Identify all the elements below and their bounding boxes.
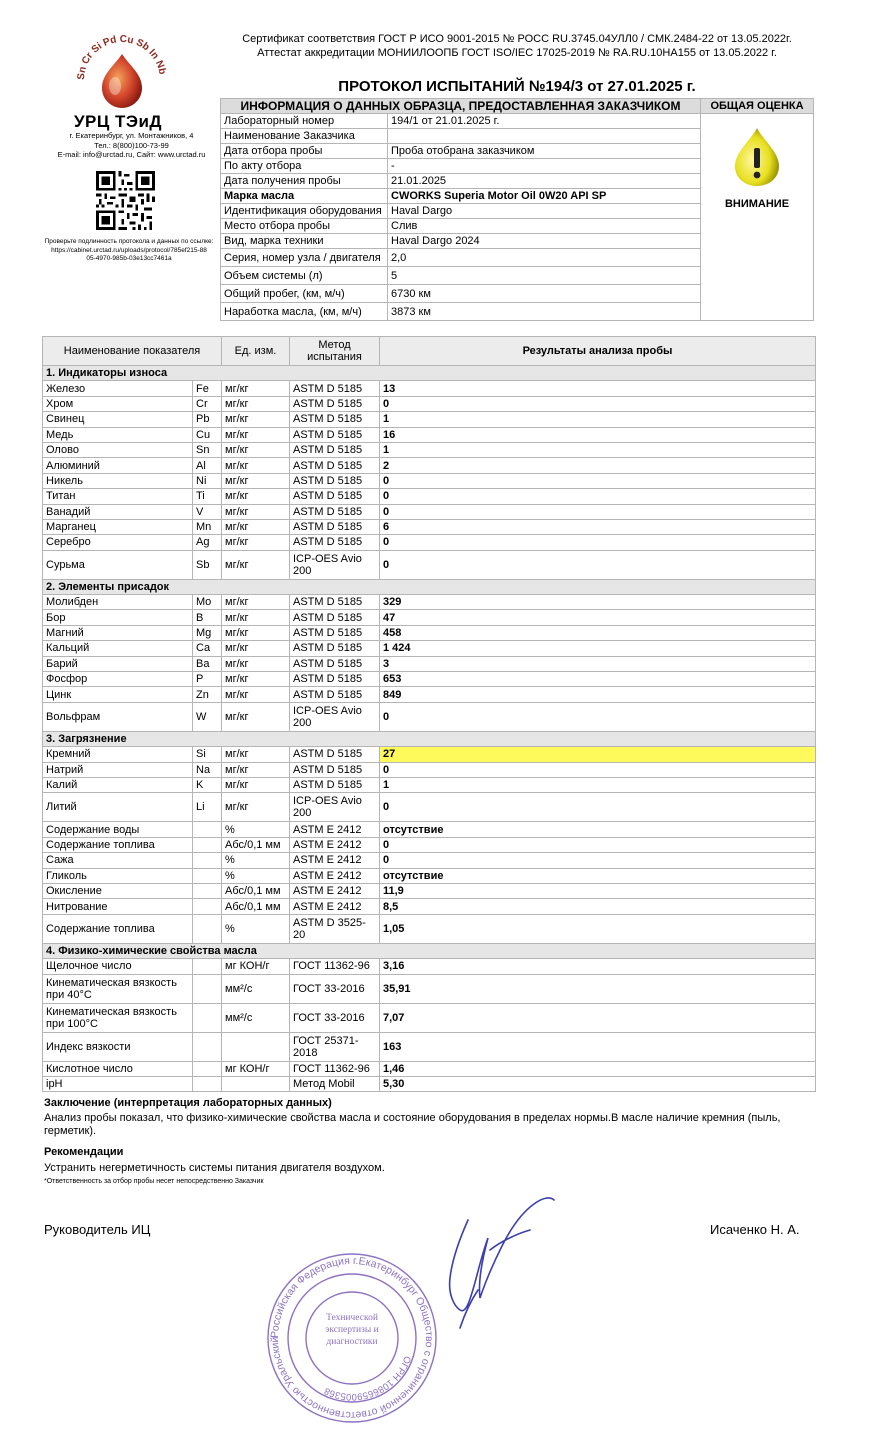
param-name: ipH: [43, 1076, 193, 1091]
param-method: ASTM D 5185: [290, 504, 380, 519]
param-method: ASTM D 5185: [290, 412, 380, 427]
param-name: Индекс вязкости: [43, 1032, 193, 1061]
section-row: [43, 731, 816, 746]
param-result: 653: [380, 672, 816, 687]
param-symbol: Sn: [193, 442, 222, 457]
result-row: [43, 473, 816, 488]
param-name: Цинк: [43, 687, 193, 702]
param-name: Медь: [43, 427, 193, 442]
param-symbol: Zn: [193, 687, 222, 702]
info-label: Объем системы (л): [221, 267, 388, 285]
param-symbol: [193, 914, 222, 943]
param-unit: мг/кг: [222, 535, 290, 550]
result-row: [43, 610, 816, 625]
param-result: 0: [380, 396, 816, 411]
param-name: Сажа: [43, 853, 193, 868]
param-unit: мг/кг: [222, 641, 290, 656]
info-label: Идентификация оборудования: [221, 204, 388, 219]
param-method: ICP-OES Avio 200: [290, 550, 380, 579]
param-method: ASTM D 5185: [290, 762, 380, 777]
conclusion-block: [44, 1097, 824, 1188]
param-unit: мг КОН/г: [222, 1061, 290, 1076]
param-symbol: [193, 1003, 222, 1032]
param-unit: мг/кг: [222, 427, 290, 442]
param-unit: мг/кг: [222, 777, 290, 792]
param-symbol: [193, 974, 222, 1003]
result-row: [43, 458, 816, 473]
param-method: ASTM E 2412: [290, 837, 380, 852]
param-name: Кинематическая вязкость при 40°C: [43, 974, 193, 1003]
param-result: 0: [380, 762, 816, 777]
param-result: 1: [380, 442, 816, 457]
param-symbol: [193, 868, 222, 883]
param-method: ASTM E 2412: [290, 853, 380, 868]
info-label: Марка масла: [221, 189, 388, 204]
param-result: отсутствие: [380, 868, 816, 883]
param-symbol: [193, 853, 222, 868]
param-unit: мг/кг: [222, 672, 290, 687]
footnote: *Ответственность за отбор пробы несет непосредственно Заказчик: [44, 1178, 264, 1185]
param-result: 16: [380, 427, 816, 442]
param-unit: Абс/0,1 мм: [222, 837, 290, 852]
param-result: 458: [380, 625, 816, 640]
param-symbol: W: [193, 702, 222, 731]
param-symbol: Ba: [193, 656, 222, 671]
stamp-ogrn: ОГРН 1086659005368: [322, 1354, 413, 1403]
logo-ring-text: Sn Cr Si Pd Cu Sb In Nb: [75, 33, 168, 81]
param-symbol: Cu: [193, 427, 222, 442]
param-unit: %: [222, 914, 290, 943]
param-method: ASTM D 5185: [290, 641, 380, 656]
verify-note: [40, 238, 218, 264]
param-method: ASTM E 2412: [290, 822, 380, 837]
result-row: [43, 656, 816, 671]
param-unit: мм²/с: [222, 1003, 290, 1032]
param-name: Ванадий: [43, 504, 193, 519]
param-result: 1,46: [380, 1061, 816, 1076]
param-unit: мг/кг: [222, 747, 290, 762]
param-unit: мг/кг: [222, 610, 290, 625]
param-method: ASTM D 5185: [290, 396, 380, 411]
result-row: [43, 412, 816, 427]
param-name: Титан: [43, 489, 193, 504]
conclusion-title: Заключение (интерпретация лабораторных данных): [44, 1097, 332, 1109]
param-unit: мг/кг: [222, 381, 290, 396]
result-row: [43, 550, 816, 579]
param-name: Вольфрам: [43, 702, 193, 731]
result-row: [43, 868, 816, 883]
param-unit: мм²/с: [222, 974, 290, 1003]
param-symbol: Cr: [193, 396, 222, 411]
result-row: [43, 595, 816, 610]
result-row: [43, 1061, 816, 1076]
param-method: ASTM D 5185: [290, 610, 380, 625]
col-name-header: Наименование показателя: [43, 337, 222, 366]
param-symbol: V: [193, 504, 222, 519]
signature-icon: [430, 1190, 580, 1330]
param-symbol: Al: [193, 458, 222, 473]
info-value: Haval Dargo 2024: [388, 234, 701, 249]
param-result: 13: [380, 381, 816, 396]
param-name: Кремний: [43, 747, 193, 762]
param-result: 7,07: [380, 1003, 816, 1032]
company-logo: [62, 28, 182, 119]
param-symbol: K: [193, 777, 222, 792]
result-row: [43, 1032, 816, 1061]
result-row: [43, 396, 816, 411]
param-name: Окисление: [43, 883, 193, 898]
info-value: 2,0: [388, 249, 701, 267]
section-title: 4. Физико-химические свойства масла: [43, 943, 816, 958]
param-result: 35,91: [380, 974, 816, 1003]
protocol-title: ПРОТОКОЛ ИСПЫТАНИЙ №194/3 от 27.01.2025 г.: [338, 78, 696, 95]
param-symbol: Na: [193, 762, 222, 777]
param-symbol: B: [193, 610, 222, 625]
param-method: ASTM D 5185: [290, 458, 380, 473]
param-method: ASTM E 2412: [290, 899, 380, 914]
param-name: Щелочное число: [43, 959, 193, 974]
section-row: [43, 579, 816, 594]
signer-role: Руководитель ИЦ: [44, 1222, 151, 1237]
recommendations-title: Рекомендации: [44, 1146, 124, 1158]
param-result: 0: [380, 535, 816, 550]
overall-status: ВНИМАНИЕ: [724, 198, 790, 210]
param-result: 2: [380, 458, 816, 473]
param-result: 1 424: [380, 641, 816, 656]
param-method: ASTM D 5185: [290, 625, 380, 640]
stamp-inner-text: Технической экспертизы и диагностики: [325, 1313, 379, 1347]
param-symbol: [193, 837, 222, 852]
result-row: [43, 974, 816, 1003]
param-result: 3: [380, 656, 816, 671]
param-result: 1: [380, 777, 816, 792]
param-result: 6: [380, 519, 816, 534]
param-result: 0: [380, 489, 816, 504]
info-value: Haval Dargo: [388, 204, 701, 219]
company-email-site: E-mail: info@urctad.ru, Сайт: www.urctad.ru: [57, 150, 206, 159]
param-symbol: [193, 1032, 222, 1061]
info-label: По акту отбора: [221, 159, 388, 174]
param-unit: Абс/0,1 мм: [222, 899, 290, 914]
param-symbol: Ca: [193, 641, 222, 656]
param-method: ASTM E 2412: [290, 883, 380, 898]
param-method: ICP-OES Avio 200: [290, 793, 380, 822]
param-result: 0: [380, 504, 816, 519]
param-unit: мг/кг: [222, 793, 290, 822]
param-method: ГОСТ 33-2016: [290, 1003, 380, 1032]
result-row: [43, 822, 816, 837]
param-result: 0: [380, 702, 816, 731]
param-method: ASTM D 5185: [290, 427, 380, 442]
result-row: [43, 837, 816, 852]
company-stamp: [262, 1250, 442, 1425]
results-header-row: [43, 337, 816, 366]
param-method: ASTM D 5185: [290, 473, 380, 488]
param-method: ASTM D 5185: [290, 595, 380, 610]
param-symbol: Ti: [193, 489, 222, 504]
param-symbol: Fe: [193, 381, 222, 396]
accreditation-line: Аттестат аккредитации МОНИИЛООПБ ГОСТ ISO/IEC 17025-2019 № RA.RU.10НА155 от 13.05.2022 г.: [257, 47, 777, 59]
param-name: Натрий: [43, 762, 193, 777]
info-label: Лабораторный номер: [221, 114, 388, 129]
result-row: [43, 625, 816, 640]
param-symbol: Ag: [193, 535, 222, 550]
verify-link-cont[interactable]: 05-4970-985b-03e13cc7461a: [86, 255, 172, 262]
param-unit: мг/кг: [222, 412, 290, 427]
param-symbol: Mg: [193, 625, 222, 640]
param-name: Литий: [43, 793, 193, 822]
results-table: [42, 336, 816, 1092]
info-value: CWORKS Superia Motor Oil 0W20 API SP: [388, 189, 701, 204]
param-name: Хром: [43, 396, 193, 411]
result-row: [43, 853, 816, 868]
result-row: [43, 519, 816, 534]
param-method: ASTM D 5185: [290, 672, 380, 687]
param-name: Железо: [43, 381, 193, 396]
param-unit: мг/кг: [222, 519, 290, 534]
param-method: ГОСТ 25371-2018: [290, 1032, 380, 1061]
param-unit: мг/кг: [222, 656, 290, 671]
param-symbol: Si: [193, 747, 222, 762]
info-header: ИНФОРМАЦИЯ О ДАННЫХ ОБРАЗЦА, ПРЕДОСТАВЛЕННАЯ ЗАКАЗЧИКОМ: [221, 99, 701, 114]
param-name: Кальций: [43, 641, 193, 656]
param-unit: мг/кг: [222, 458, 290, 473]
param-name: Содержание топлива: [43, 914, 193, 943]
param-method: ASTM D 5185: [290, 442, 380, 457]
param-symbol: Li: [193, 793, 222, 822]
param-name: Фосфор: [43, 672, 193, 687]
info-label: Дата отбора пробы: [221, 144, 388, 159]
certificate-line: Сертификат соответствия ГОСТ Р ИСО 9001-2015 № РОСС RU.3745.04УЛЛ0 / СМК.2484-22 от 13.05.2022г.: [242, 33, 792, 45]
section-row: [43, 943, 816, 958]
result-row: [43, 381, 816, 396]
param-result: 27: [380, 747, 816, 762]
qr-code-icon[interactable]: [96, 171, 155, 230]
param-name: Содержание топлива: [43, 837, 193, 852]
param-result: 5,30: [380, 1076, 816, 1091]
result-row: [43, 1003, 816, 1032]
param-result: 329: [380, 595, 816, 610]
param-result: 3,16: [380, 959, 816, 974]
result-row: [43, 762, 816, 777]
info-value: Проба отобрана заказчиком: [388, 144, 701, 159]
company-phone: Тел.: 8(800)100-73-99: [94, 140, 169, 150]
param-name: Алюминий: [43, 458, 193, 473]
param-name: Кислотное число: [43, 1061, 193, 1076]
param-symbol: Ni: [193, 473, 222, 488]
param-method: ASTM D 5185: [290, 535, 380, 550]
param-unit: мг/кг: [222, 442, 290, 457]
section-title: 3. Загрязнение: [43, 731, 816, 746]
param-result: 0: [380, 550, 816, 579]
param-result: 8,5: [380, 899, 816, 914]
overall-assessment: [701, 114, 814, 321]
param-unit: мг КОН/г: [222, 959, 290, 974]
param-unit: [222, 1032, 290, 1061]
param-name: Свинец: [43, 412, 193, 427]
info-label: Место отбора пробы: [221, 219, 388, 234]
param-unit: мг/кг: [222, 702, 290, 731]
param-name: Кинематическая вязкость при 100°C: [43, 1003, 193, 1032]
section-title: 2. Элементы присадок: [43, 579, 816, 594]
param-result: 1,05: [380, 914, 816, 943]
result-row: [43, 1076, 816, 1091]
company-name: УРЦ ТЭиД: [73, 112, 163, 131]
info-row: [221, 114, 814, 129]
param-unit: [222, 1076, 290, 1091]
info-label: Дата получения пробы: [221, 174, 388, 189]
info-value: 21.01.2025: [388, 174, 701, 189]
result-row: [43, 672, 816, 687]
param-result: 163: [380, 1032, 816, 1061]
result-row: [43, 687, 816, 702]
param-name: Содержание воды: [43, 822, 193, 837]
info-header-row: [221, 99, 814, 114]
info-value: 194/1 от 21.01.2025 г.: [388, 114, 701, 129]
param-name: Никель: [43, 473, 193, 488]
param-method: ICP-OES Avio 200: [290, 702, 380, 731]
param-unit: мг/кг: [222, 762, 290, 777]
sample-info-table: [220, 98, 814, 321]
param-name: Олово: [43, 442, 193, 457]
param-unit: мг/кг: [222, 473, 290, 488]
param-method: ASTM D 5185: [290, 747, 380, 762]
stamp-outer-text: Российская Федерация г.Екатеринбург Общество с ограниченной ответственностью Уральский: [268, 1254, 436, 1422]
param-result: 0: [380, 853, 816, 868]
result-row: [43, 641, 816, 656]
section-row: [43, 366, 816, 381]
param-symbol: [193, 1061, 222, 1076]
param-name: Барий: [43, 656, 193, 671]
param-method: ГОСТ 11362-96: [290, 1061, 380, 1076]
param-method: ASTM D 5185: [290, 777, 380, 792]
param-name: Бор: [43, 610, 193, 625]
result-row: [43, 535, 816, 550]
param-unit: Абс/0,1 мм: [222, 883, 290, 898]
col-result-header: Результаты анализа пробы: [380, 337, 816, 366]
result-row: [43, 702, 816, 731]
result-row: [43, 793, 816, 822]
param-method: ASTM E 2412: [290, 868, 380, 883]
result-row: [43, 914, 816, 943]
section-title: 1. Индикаторы износа: [43, 366, 816, 381]
result-row: [43, 777, 816, 792]
param-symbol: Sb: [193, 550, 222, 579]
param-name: Марганец: [43, 519, 193, 534]
verify-text: Проверьте подлинность протокола и данных по ссылке:: [44, 238, 214, 245]
info-label: Наработка масла, (км, м/ч): [221, 303, 388, 321]
overall-header: ОБЩАЯ ОЦЕНКА: [701, 99, 814, 114]
info-value: -: [388, 159, 701, 174]
param-unit: мг/кг: [222, 489, 290, 504]
result-row: [43, 427, 816, 442]
info-value: 3873 км: [388, 303, 701, 321]
param-method: ASTM D 5185: [290, 687, 380, 702]
col-method-header: Метод испытания: [290, 337, 380, 366]
param-result: отсутствие: [380, 822, 816, 837]
info-value: [388, 129, 701, 144]
param-symbol: Mo: [193, 595, 222, 610]
info-value: Слив: [388, 219, 701, 234]
param-name: Гликоль: [43, 868, 193, 883]
param-result: 0: [380, 837, 816, 852]
param-name: Сурьма: [43, 550, 193, 579]
info-label: Общий пробег, (км, м/ч): [221, 285, 388, 303]
param-unit: %: [222, 853, 290, 868]
result-row: [43, 442, 816, 457]
info-value: 6730 км: [388, 285, 701, 303]
param-method: ASTM D 5185: [290, 519, 380, 534]
param-result: 11,9: [380, 883, 816, 898]
company-contacts: [44, 131, 219, 160]
verify-link[interactable]: https://cabinet.urctad.ru/uploads/protocol/785ef215-88: [51, 246, 207, 254]
param-method: ГОСТ 33-2016: [290, 974, 380, 1003]
param-symbol: [193, 1076, 222, 1091]
info-value: 5: [388, 267, 701, 285]
param-method: ASTM D 5185: [290, 489, 380, 504]
param-symbol: [193, 899, 222, 914]
param-result: 0: [380, 793, 816, 822]
signer-name: Исаченко Н. А.: [710, 1222, 800, 1237]
param-unit: %: [222, 868, 290, 883]
col-unit-header: Ед. изм.: [222, 337, 290, 366]
param-method: Метод Mobil: [290, 1076, 380, 1091]
param-symbol: [193, 959, 222, 974]
param-result: 1: [380, 412, 816, 427]
result-row: [43, 747, 816, 762]
param-unit: мг/кг: [222, 396, 290, 411]
param-symbol: Mn: [193, 519, 222, 534]
conclusion-text: Анализ пробы показал, что физико-химические свойства масла и состояние оборудования в пределах нормы.В масле наличие кремния (пыль, герметик).: [44, 1112, 781, 1137]
param-symbol: P: [193, 672, 222, 687]
warning-drop-icon: [729, 126, 785, 188]
result-row: [43, 489, 816, 504]
param-unit: %: [222, 822, 290, 837]
param-unit: мг/кг: [222, 625, 290, 640]
param-unit: мг/кг: [222, 504, 290, 519]
param-name: Нитрование: [43, 899, 193, 914]
param-method: ASTM D 5185: [290, 381, 380, 396]
param-method: ASTM D 3525-20: [290, 914, 380, 943]
param-method: ГОСТ 11362-96: [290, 959, 380, 974]
param-symbol: [193, 822, 222, 837]
param-name: Молибден: [43, 595, 193, 610]
param-symbol: Pb: [193, 412, 222, 427]
info-label: Вид, марка техники: [221, 234, 388, 249]
param-result: 849: [380, 687, 816, 702]
company-address: г. Екатеринбург, ул. Монтажников, 4: [69, 131, 194, 140]
param-symbol: [193, 883, 222, 898]
result-row: [43, 959, 816, 974]
param-unit: мг/кг: [222, 595, 290, 610]
param-name: Калий: [43, 777, 193, 792]
result-row: [43, 504, 816, 519]
result-row: [43, 899, 816, 914]
info-label: Наименование Заказчика: [221, 129, 388, 144]
param-unit: мг/кг: [222, 687, 290, 702]
param-result: 47: [380, 610, 816, 625]
result-row: [43, 883, 816, 898]
info-label: Серия, номер узла / двигателя: [221, 249, 388, 267]
recommendations-text: Устранить негерметичность системы питания двигателя воздухом.: [44, 1162, 385, 1174]
param-name: Магний: [43, 625, 193, 640]
param-name: Серебро: [43, 535, 193, 550]
param-result: 0: [380, 473, 816, 488]
param-method: ASTM D 5185: [290, 656, 380, 671]
param-unit: мг/кг: [222, 550, 290, 579]
